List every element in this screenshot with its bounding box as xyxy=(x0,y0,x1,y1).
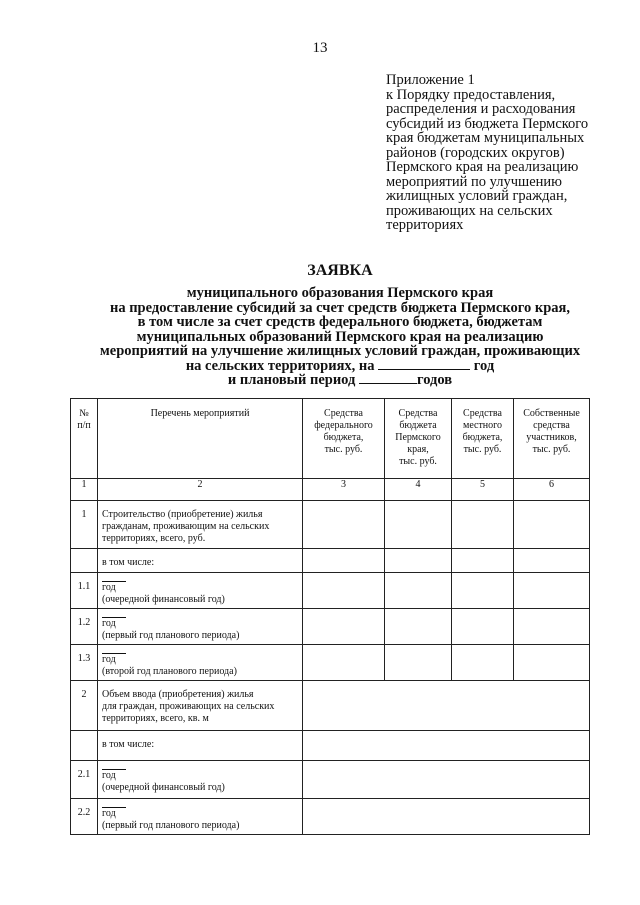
regional-cell[interactable] xyxy=(385,573,452,609)
row-label: в том числе: xyxy=(98,549,303,573)
row-number: 1.1 xyxy=(71,573,98,609)
appendix-line: территориях xyxy=(386,217,464,233)
appendix-line: к Порядку предоставления, xyxy=(386,86,556,103)
subtitle-line xyxy=(60,373,620,388)
row-label: год (первый год планового периода) xyxy=(98,609,303,645)
page-number: 13 xyxy=(312,40,328,56)
own-cell[interactable] xyxy=(514,549,590,573)
table-row xyxy=(71,761,590,799)
subtitle-line: муниципального образования Пермского края xyxy=(186,285,494,301)
own-cell[interactable] xyxy=(514,609,590,645)
row-label: Строительство (приобретение) жилья гражданам, проживающим на сельских территориях, всего, руб. xyxy=(98,501,303,549)
subtitle-year-prefix: на сельских территориях, на xyxy=(185,357,375,374)
local-cell[interactable] xyxy=(452,645,514,681)
appendix-line: распределения и расходования xyxy=(386,101,576,117)
appendix-line: Пермского края на реализацию xyxy=(386,159,579,175)
table-row xyxy=(71,681,590,731)
regional-cell[interactable] xyxy=(385,549,452,573)
subtitle-line: в том числе за счет средств федерального бюджета, бюджетам xyxy=(137,314,543,330)
column-number: 3 xyxy=(303,479,385,501)
application-table xyxy=(70,398,590,835)
federal-cell[interactable] xyxy=(303,573,385,609)
appendix-line: проживающих на сельских xyxy=(386,202,553,219)
row-label: год (первый год планового периода) xyxy=(98,799,303,835)
header-activities: Перечень мероприятий xyxy=(98,399,303,479)
column-number-row xyxy=(71,479,590,501)
row-number: 1.2 xyxy=(71,609,98,645)
header-federal: Средства федерального бюджета, тыс. руб. xyxy=(303,399,385,479)
federal-cell[interactable] xyxy=(303,609,385,645)
header-local: Средства местного бюджета, тыс. руб. xyxy=(452,399,514,479)
column-number: 1 xyxy=(71,479,98,501)
area-value-cell[interactable] xyxy=(303,761,590,799)
regional-cell[interactable] xyxy=(385,501,452,549)
local-cell[interactable] xyxy=(452,573,514,609)
subtitle-year-suffix: год xyxy=(473,357,495,374)
subtitle-period-suffix: годов xyxy=(416,372,453,388)
appendix-line: субсидий из бюджета Пермского xyxy=(386,115,589,132)
column-number: 2 xyxy=(98,479,303,501)
row-number: 2.1 xyxy=(71,761,98,799)
row-number: 2 xyxy=(71,681,98,731)
table-header-row xyxy=(71,399,590,479)
federal-cell[interactable] xyxy=(303,501,385,549)
row-number: 1 xyxy=(71,501,98,549)
table-row xyxy=(71,609,590,645)
appendix-line: Приложение 1 xyxy=(386,72,475,88)
subtitle-period-prefix: и плановый период xyxy=(227,372,356,388)
regional-cell[interactable] xyxy=(385,645,452,681)
area-value-cell[interactable] xyxy=(303,799,590,835)
local-cell[interactable] xyxy=(452,501,514,549)
appendix-note xyxy=(386,73,606,233)
table-row xyxy=(71,645,590,681)
document-title: ЗАЯВКА xyxy=(307,262,373,279)
subtitle-line: муниципальных образований Пермского края на реализацию xyxy=(136,328,544,345)
row-number xyxy=(71,731,98,761)
own-cell[interactable] xyxy=(514,501,590,549)
appendix-line: районов (городских округов) xyxy=(386,144,565,161)
table-row xyxy=(71,501,590,549)
own-cell[interactable] xyxy=(514,573,590,609)
row-number: 1.3 xyxy=(71,645,98,681)
subtitle-line: мероприятий на улучшение жилищных условий граждан, проживающих xyxy=(99,343,581,359)
own-cell[interactable] xyxy=(514,645,590,681)
federal-cell[interactable] xyxy=(303,549,385,573)
regional-cell[interactable] xyxy=(385,609,452,645)
subtitle-line xyxy=(60,359,620,374)
year-blank[interactable] xyxy=(378,369,470,370)
appendix-line: жилищных условий граждан, xyxy=(386,188,568,204)
federal-cell[interactable] xyxy=(303,645,385,681)
row-number xyxy=(71,549,98,573)
local-cell[interactable] xyxy=(452,549,514,573)
local-cell[interactable] xyxy=(452,609,514,645)
column-number: 6 xyxy=(514,479,590,501)
document-subtitle xyxy=(60,286,620,388)
column-number: 4 xyxy=(385,479,452,501)
header-own: Собственные средства участников, тыс. руб. xyxy=(514,399,590,479)
row-label: в том числе: xyxy=(98,731,303,761)
appendix-line: края бюджетам муниципальных xyxy=(386,130,585,146)
area-value-cell[interactable] xyxy=(303,681,590,731)
subtitle-line: на предоставление субсидий за счет средств бюджета Пермского края, xyxy=(109,299,571,316)
table-row xyxy=(71,573,590,609)
row-label: год (очередной финансовый год) xyxy=(98,573,303,609)
row-label: Объем ввода (приобретения) жилья для граждан, проживающих на сельских территориях, всего, кв. м xyxy=(98,681,303,731)
column-number: 5 xyxy=(452,479,514,501)
area-value-cell[interactable] xyxy=(303,731,590,761)
row-label: год (второй год планового периода) xyxy=(98,645,303,681)
row-number: 2.2 xyxy=(71,799,98,835)
header-num: № п/п xyxy=(71,399,98,479)
row-label: год (очередной финансовый год) xyxy=(98,761,303,799)
document-heading xyxy=(60,262,620,388)
table-row xyxy=(71,731,590,761)
table-row xyxy=(71,549,590,573)
table-row xyxy=(71,799,590,835)
period-blank[interactable] xyxy=(359,383,417,384)
header-regional: Средства бюджета Пермского края, тыс. руб. xyxy=(385,399,452,479)
appendix-line: мероприятий по улучшению xyxy=(386,173,563,190)
